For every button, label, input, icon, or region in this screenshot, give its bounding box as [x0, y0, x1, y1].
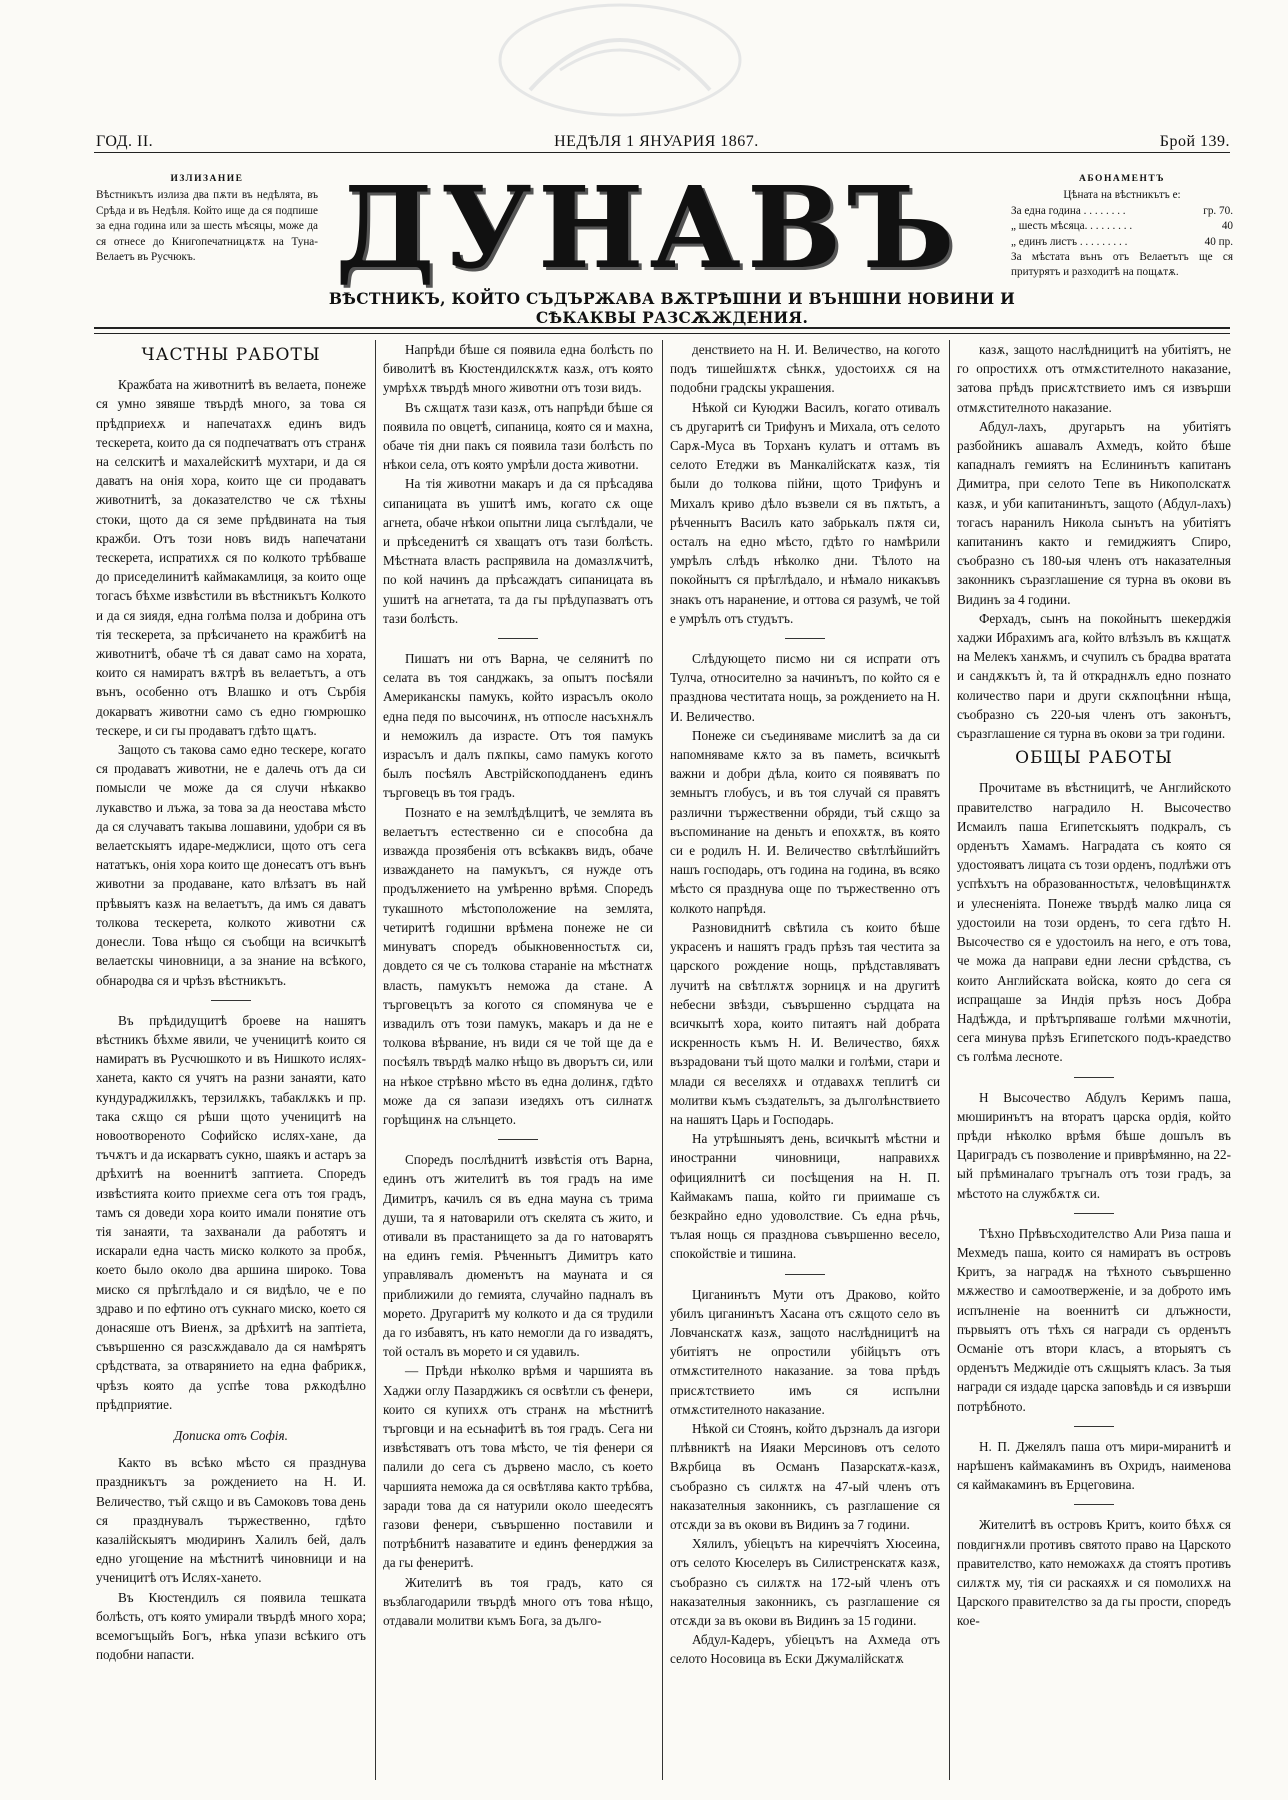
- article-separator: [1074, 1213, 1114, 1214]
- article-paragraph: Циганинътъ Мути отъ Драково, който убилъ циганинътъ Хасана отъ сѫщото село въ Ловчанскатѫ казѫ, защото наслѣдницитѣ на убитіятъ не опростили убійцътъ отъ отмѫстителното наказание. за това прѣдъ присѫтствието имъ ся испълни отмѫстителното наказание.: [670, 1286, 940, 1417]
- article-paragraph: Хялилъ, убіецътъ на киреччіятъ Хюсеина, отъ селото Кюселеръ въ Силистренскатѫ казѫ, съобразно съ силѫтѫ на 172-ый членъ отъ наказателныя законникъ, съ разглашение ся отсѫди за въ окови въ Видинъ за 15 години.: [670, 1536, 940, 1628]
- price-label: „ единъ листъ . . . . . . . . .: [1011, 235, 1128, 248]
- subscription-box: [1011, 172, 1233, 281]
- article-paragraph: Разновиднитѣ свѣтила съ които бѣше украсенъ и нашятъ градъ прѣзъ тая честита за царского рождение нощь, прѣдставляватъ лучитѣ на свѣтлѫтѫ зорницѫ и на другитѣ небесни звѣзди, съвършенно сърдцата на всичкытѣ хора, които питаятъ най добрата искренность къмъ Н. И. Величество, бяхѫ възрадовани тъй щото малки и голѣми, стари и млади ся веселяхѫ и отдавахѫ теплитѣ си молитви къмъ създательтъ, за дълголѣнствието на нашятъ Царь и Господарь.: [670, 919, 940, 1127]
- article-paragraph: Н Высочество Абдулъ Керимъ паша, мюширинътъ на вторатъ царска ордія, който прѣди нѣколко врѣмя бѣше дошълъ въ Цариградъ съ позволение и приврѣмянно, на 22-ый прѣминалаго тръгналъ отъ този градъ, за мѣстото на службѫтѫ си.: [957, 1089, 1231, 1201]
- column-divider: [949, 340, 950, 1780]
- article-paragraph: казѫ, защото наслѣдницитѣ на убитіятъ, не го опростихѫ отъ отмѫстителното наказание, затова прѣдъ присѫтствието имъ ся извърши отмѫстителното наказание.: [957, 342, 1231, 415]
- publication-info-header: ИЗЛИЗАНИЕ: [170, 174, 244, 184]
- publication-info-text: Вѣстникътъ излиза два пѫти въ недѣлята, въ Срѣда и въ Недѣля. Който ище да ся подпише за една година или за шесть мѣсяцы, може да ся отнесе до Книгопечатницѫтѫ на Туна-Велаетъ въ Русчюкъ.: [96, 189, 318, 264]
- article-paragraph: Споредъ послѣднитѣ извѣстія отъ Варна, единъ отъ жителитѣ въ тоя градъ на име Димитръ, качилъ ся въ една мауна съ трима души, та я натоварили отъ скелята съ жито, и отивали въ прастанището за да го натоварятъ на единъ гемія. Рѣченнытъ Димитръ като управлявалъ дюменътъ на мауната и ся приближили до гемията, случайно падналъ въ морето. Другаритѣ му колкото и да ся трудили да го избавятъ, нъ като немогли да го извадятъ, той осталъ въ морето и ся удавилъ.: [383, 1152, 653, 1360]
- article-paragraph: Абдул-лахъ, другарьтъ на убитіятъ разбойникъ ашавалъ Ахмедъ, който бѣше кападналъ гемиятъ на Еслининътъ капитанъ Димитра, при селото Тепе въ Никополскатѫ казѫ, и уби капитанинътъ, защото (Абдул-лахъ) тогасъ наранилъ Никола сынътъ на убитіятъ капитанинъ както и гемиджиятъ Спиро, съобразно съ 180-ыя членъ отъ наказателныя законникъ съразглашение ся турна въ окови въ Видинъ за 4 години.: [957, 418, 1231, 607]
- article-paragraph: Слѣдующето писмо ни ся испрати отъ Тулча, относително за начинътъ, по който ся е празднова честитата нощь, за рождението на Н. И. Величество.: [670, 651, 940, 724]
- article-paragraph: Познато е на землѣдѣлцитѣ, че землята въ велаетътъ естественно си е способна да изважда прозябенія отъ всѣкаквъ видъ, обаче изваждането на памукътъ, ся нужде отъ продължението на умѣренно врѣмя. Споредъ тукашното мѣстоположение на землята, четиритѣ годишни врѣмена понеже не си минуватъ споредъ обыкновенностьтѫ си, довдето ся че съ толкова стараніе на мѣстнатѫ власть, памукътъ неможа да стане. А търговецътъ за когото ся спомянува че е извадилъ отъ този памукъ, макаръ и да не е толкова вѣрвание, нъ види ся че той ще да е посѣялъ твърдѣ малко нѣщо въ дворътъ си, или на нѣкое стрѣвно мѣсто въ една долинѫ, гдѣто може да ся запази изедяхъ отъ силнатѫ горѣщинѫ на слънцето.: [383, 804, 653, 1127]
- article-paragraph: Въ сѫщатѫ тази казѫ, отъ напрѣди бѣше ся появила по овцетѣ, сипаница, която ся и махна, обаче тія дни пакъ ся появила тази болѣсть по нѣкои села, отъ която умрѣли доста животни.: [383, 399, 653, 473]
- article-separator: [785, 1274, 825, 1275]
- article-paragraph: Въ прѣдидущитѣ броеве на нашятъ вѣстникъ бѣхме явили, че ученицитѣ които ся намиратъ въ Русчюшкото и въ Нишкото ислях-ханета, както ся учятъ на разни занаяти, като кундураджилѫкъ, терзилѫкъ, табаклѫкъ и пр. така сѫщо ся рѣши щото ученицитѣ на новоотвореното Софийско ислях-хане, да тъчѫтъ и да искарватъ сукно, шаякъ и астаръ за дрѣхитѣ на военнитѣ заптиета. Споредъ извѣстията които приехме сега отъ тоя градъ, тамъ ся доведи хора които имали понятие отъ тія занаяти, та захванали да работятъ и искарали една часть миско колкото за пробѫ, което было около два аршина широко. Това миско ся прѣглѣдало и ся видѣло, че е по здраво и по ефтино отъ сукнаго миско, което ся донасяше отъ Виенѫ, за дрѣхитѣ на заптіета, съвършенно ся разсѫждавало да ся намѣрятъ срѣдствата, за отварянието на една фабрикѫ, чрѣзъ която да успѣе това рѫкодѣлно прѣдприятие.: [96, 1012, 366, 1412]
- article-paragraph: На тія животни макаръ и да ся прѣсадява сипаницата въ ушитѣ имъ, когато сѫ още агнета, обаче нѣкои опытни лица съглѣдали, че и прѣседенитѣ ся хващатъ отъ тази болѣсть. Мѣстната власть распрявила на домазлѫчитѣ, по кой начинъ да прѣсаждатъ сипаницата въ ушитѣ на агнетата, та да гы прѣдупазватъ отъ тази болѣсть.: [383, 476, 653, 626]
- article-separator: [498, 1139, 538, 1140]
- price-value: 40 пр.: [1204, 235, 1233, 248]
- price-label: „ шесть мѣсяца. . . . . . . . .: [1011, 220, 1133, 233]
- article-paragraph: Ферхадъ, сынъ на покойнытъ шекерджія хаджи Ибрахимъ ага, който влѣзълъ въ кѫщатѫ на Мелекъ ханѫмъ, и счупилъ съ брадва вратата и сандѫкътъ ѝ, та й откраднѫлъ едно познато количество пари и други скѫпоцѣнни нѣща, съобразно съ 220-ыя членъ отъ законътъ, съразглашение ся турна въ окови за три години.: [957, 610, 1231, 742]
- article-paragraph: Понеже си съединяваме мислитѣ за да си напомняваме кѫто за въ паметь, всичкытѣ важни и добри дѣла, които ся появяватъ по земнытъ глобусъ, и въ тоя случай ся правятъ различни тържественни обряди, тъй сѫщо за въспоминание на деньтъ и епохѫтѫ, въ която си е родилъ Н. И. Величество свѣтлѣйшийтъ нашъ господарь, отъ година на година, въ всяко мѣсто ся празднува още по тържественно отъ колкото напрѣдя.: [670, 727, 940, 916]
- newspaper-title: ДУНАВЪ: [335, 163, 961, 294]
- article-paragraph: Тѣхно Прѣвъсходителство Али Риза паша и Мехмедъ паша, които ся намиратъ въ островъ Критъ, за наградѫ на тѣхното съвършенно мѫжество и самоотверженіе, и за доброто имъ испълненіе на военнитѣ си длъжности, първыятъ отъ тѣхъ ся награди съ орденътъ Османіе отъ втори класъ, а вторыятъ съ орденътъ Меджидіе отъ сѫщыятъ класъ. За тыя награди ся издаде царска заповѣдь и ся извърши потрѣбното.: [957, 1225, 1231, 1414]
- article-paragraph: Жителитѣ въ тоя градъ, като ся възблагодарили твърдѣ много отъ това нѣщо, отдавали молитви къмъ Бога, за дълго-: [383, 1574, 653, 1628]
- masthead-rule-thick: [94, 327, 1230, 329]
- column-1: [96, 340, 366, 1780]
- issue-year: ГОД. II.: [96, 133, 154, 150]
- article-separator: [1074, 1426, 1114, 1427]
- article-separator: [785, 638, 825, 639]
- issue-date: НЕДѢЛЯ 1 ЯНУАРИЯ 1867.: [554, 133, 759, 150]
- watermark-emblem: [470, 0, 770, 120]
- article-paragraph: Въ Кюстендилъ ся появила тешката болѣсть, отъ която умирали твърдѣ много хора; всемогъщыйъ Богъ, нѣка упази всѣкиго отъ подобни напасти.: [96, 1589, 366, 1663]
- price-row: [1011, 219, 1233, 234]
- article-paragraph: Нѣкой си Куюджи Василъ, когато отивалъ съ другаритѣ си Трифунъ и Михала, отъ селото Сарѫ-Муса въ Торханъ кулатъ и оттамъ въ селото Етеджи въ Манкалійскатѫ казѫ, тія были до толкова пійни, щото Трифунъ и Михалъ криво дѣло възвели ся въ пѫтьтъ, а рѣченнытъ Василъ като забрькалъ пѫтя си, осталъ на едно мѣсто, гдѣто го намѣрили умрѣлъ слѣдъ нѣколко дни. Тѣлото на покойнытъ ся прѣглѣдало, и нѣмало никакъвъ знакъ отъ наранение, и оттова ся разумѣ, че той е умрѣлъ отъ студътъ.: [670, 399, 940, 626]
- column-divider: [375, 340, 376, 1780]
- masthead: [330, 163, 966, 294]
- price-row: [1011, 235, 1233, 250]
- article-paragraph: На утрѣшныятъ день, всичкытѣ мѣстни и иностранни чиновници, направихѫ официялнитѣ си посѣщения на Н. П. Каймакамъ паша, който ги приимаше съ безкрайно едно удоволствие. Съ една рѣчь, тълая нощь ся празднова съвършенно весело, спокойствіе и тишина.: [670, 1131, 940, 1262]
- article-paragraph: Кражбата на животнитѣ въ велаета, понеже ся умно зявяше твърдѣ много, за това ся прѣдприехѫ и напечатахѫ единъ видъ тескерета, които да ся подпечатватъ отъ странѫ на селскитѣ и махалейскитѣ мухтари, и да ся даватъ на онія хора, които ще си продаватъ животнитѣ, за доказателство че сѫ тѣхны стоки, щото да ся земе прѣдвината на тыя кражби. Отъ този новъ видъ напечатани тескерета, испратихѫ ся по колкото трѣбваше до приседелинитѣ каймакамлиця, за които още тогасъ бѣхме извѣстили въ вѣстникътъ Колкото и да ся зиядя, една голѣма полза и добрина отъ тія тескерета, за прѣсичането на кражбитѣ на животнитѣ, обаче тѣ ся дават само на хората, които ся намиратъ вѫтрѣ въ велаетътъ, а отъ вънъ, особенно отъ Влашко и отъ Сърбія докарватъ животни само съ едно гюмрюшко тескере, и си гы продаватъ гдѣто щѧтъ.: [96, 377, 366, 738]
- article-paragraph: Н. П. Джелялъ паша отъ мири-миранитѣ и нарѣшенъ каймакаминъ въ Охридъ, наименова ся каймакаминъ въ Ерцеговина.: [957, 1438, 1231, 1493]
- article-paragraph: денствието на Н. И. Величество, на когото подъ тишейшѫтѫ сѣнкѫ, удостоихѫ ся на подобни градскы украшения.: [670, 342, 940, 396]
- issue-number: Брой 139.: [1159, 133, 1230, 150]
- subscription-note: За мѣстата вънъ отъ Велаетътъ ще ся притурятъ и разходитѣ на пощѧтѫ.: [1011, 251, 1233, 279]
- issue-line: [96, 133, 1230, 151]
- subscription-intro: Цѣната на вѣстникътъ е:: [1063, 189, 1181, 202]
- article-separator: [498, 638, 538, 639]
- article-paragraph: Защото съ такова само едно тескере, когато ся продаватъ животни, не е далечь отъ да си помысли че може да ся случи нѣкакво лукавство и лъжа, за това за да неостава мѣсто да ся случаватъ такыва лошавини, удобри ся въ велаетскыятъ идаре-меджлиси, щото отъ сега нататъкъ, онія хора които ще донесатъ отъ вънъ животни за продаване, като влѣзатъ въ най прѣвыятъ казѫ на велаетътъ, да имъ ся даватъ толкова тескерета, колкото животни сѫ донесли. Това нѣщо ся съобщи на всичкытѣ велаетскы чиновници, а за знание на всѣкого, обнародва ся и чрѣзъ вѣстникътъ.: [96, 742, 366, 988]
- article-separator: [1074, 1504, 1114, 1505]
- section-heading: ОБЩЫ РАБОТЫ: [1015, 748, 1173, 769]
- article-paragraph: Прочитаме въ вѣстницитѣ, че Английското правителство наградило Н. Высочество Исмаилъ паша Египетскыятъ подкралъ, съ орденътъ Хамамъ. Наградата съ която ся удостояватъ лицата съ този орденъ, подлѣжи отъ успѣхътъ на образованностьтѫ, человѣщинѫтѫ и улесненіята. Понеже твърдѣ малко лица ся удостоили на този орденъ, то сега гдѣто Н. Высочество ся е удостоилъ на него, е отъ това, че можа да направи едни лесни срѣдства, съ които Английската войска, която до сега ся испращаше за Индія прѣзъ носъ Добра Надѣжда, и прѣтърпяваше голѣми мѫчнотіи, сега минува прѣзъ Египетского подъ-краедство съ голѣма лесноте.: [957, 780, 1231, 1065]
- column-3: [670, 340, 940, 1780]
- subscription-header: АБОНАМЕНТЪ: [1078, 174, 1165, 184]
- article-paragraph: Жителитѣ въ островъ Критъ, които бѣхѫ ся повдигнѫли противъ святото право на Царското правителство, като неможахѫ да стоятъ противъ силѫтѫ му, тія си раскаяхѫ и ся помолихѫ на Царского правителство за да гы прости, споредъ кое-: [957, 1517, 1231, 1629]
- masthead-rule-thin: [94, 333, 1230, 334]
- article-paragraph: Нѣкой си Стоянъ, който дързналъ да изгори плѣвниктѣ на Ияаки Мерсиновъ отъ селото Вѫрбица въ Османъ Пазарскатѫ-казѫ, съобразно съ силѫтѫ на 47-ый членъ отъ наказателныя законникъ, съ разглашение ся отсѫди за въ окови въ Видинъ за 7 години.: [670, 1420, 940, 1532]
- article-paragraph: Пишатъ ни отъ Варна, че селянитѣ по селата въ тоя санджакъ, за опытъ посѣяли Американскы памукъ, който израсълъ около една педя по высочинѫ, нъ отпосле насъхнѫлъ и неможилъ да израсте. Отъ тоя памукъ израсълъ и далъ пѫпкы, само памукъ когото былъ посѣялъ Австрійскоподданенъ единъ търговецъ въ тоя градъ.: [383, 651, 653, 801]
- column-divider: [662, 340, 663, 1780]
- publication-info-box: [96, 172, 318, 265]
- article-separator: [1074, 1077, 1114, 1078]
- article-separator: [211, 1000, 251, 1001]
- article-subheading: Дописка отъ Софія.: [174, 1427, 288, 1443]
- column-2: [383, 340, 653, 1780]
- price-row: [1011, 204, 1233, 219]
- article-paragraph: Напрѣди бѣше ся появила една болѣсть по биволитѣ въ Кюстендилскѫтѫ казѫ, отъ която умрѣхѫ твърдѣ много животни отъ този видъ.: [383, 342, 653, 396]
- top-rule: [94, 152, 1230, 153]
- article-paragraph: Абдул-Кадеръ, убіецътъ на Ахмеда отъ селото Носовица въ Ески Джумалійскатѫ: [670, 1632, 940, 1667]
- article-paragraph: Както въ всѣко мѣсто ся празднува праздникътъ за рождението на Н. И. Величество, тъй сѫщо и въ Самоковъ това день ся празднувалъ тържественно, гдѣто казалійскыятъ мюдиринъ Халилъ бей, далъ едно угощение на мѣстнитѣ чиновници и на ученицитѣ отъ Ислях-хането.: [96, 1455, 366, 1586]
- column-4: [957, 340, 1231, 1780]
- price-value: 40: [1221, 220, 1233, 233]
- price-value: гр. 70.: [1203, 204, 1233, 217]
- newspaper-subtitle: ВѢСТНИКЪ, КОЙТО СЪДЪРЖАВА ВѪТРѢШНИ И ВЪНШНИ НОВИНИ И СѢКАКВЫ РАЗСѪЖДЕНИЯ.: [328, 289, 1016, 327]
- section-heading: ЧАСТНЫ РАБОТЫ: [141, 345, 321, 365]
- article-paragraph: — Прѣди нѣколко врѣмя и чаршията въ Хаджи оглу Пазарджикъ ся освѣтли съ фенери, които ся купихѫ отъ странѫ на мѣстнитѣ търговци и на есьнафитѣ въ тоя градъ. Сега ни извѣстяватъ отъ това мѣсто, че тія фенери ся палили до сега съ дървено масло, съ което чаршията неможа да ся освѣтлява както трѣбва, заради това да ся натурили около шеедесятъ газови фенери, съвършенно поставили и потрѣбнитѣ назаватите и единъ фенерджия за да гы фенеритѣ.: [383, 1363, 653, 1571]
- price-label: За една година . . . . . . . .: [1011, 204, 1126, 217]
